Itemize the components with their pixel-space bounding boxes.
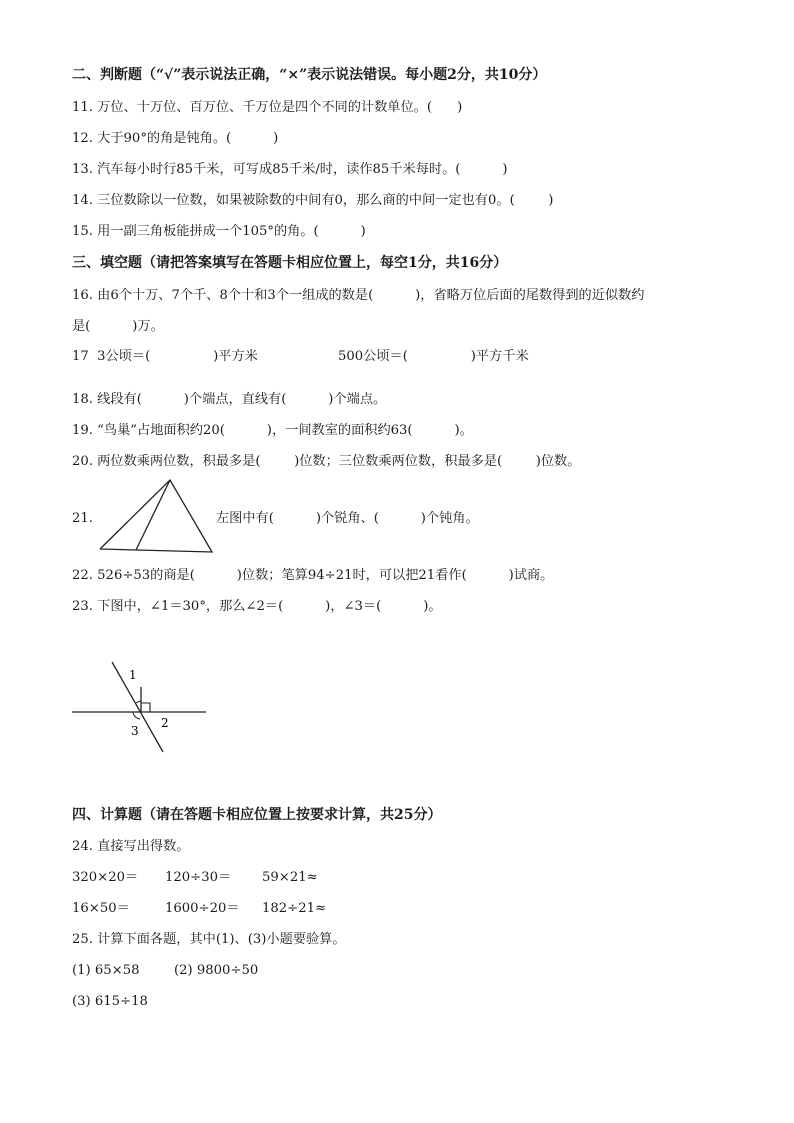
question-14: 14. 三位数除以一位数，如果被除数的中间有0，那么商的中间一定也有0。( ): [72, 193, 554, 208]
question-13: 13. 汽车每小时行85千米，可写成85千米/时，读作85千米每时。( ): [72, 162, 508, 177]
q24-item-3: 59×21≈: [262, 870, 318, 885]
question-18: 18. 线段有( )个端点，直线有( )个端点。: [72, 392, 387, 407]
q24-item-6: 182÷21≈: [262, 901, 327, 916]
angle-1-arc: [136, 701, 141, 703]
section-heading-fill-blank: 三、填空题（请把答案填写在答题卡相应位置上，每空1分，共16分）: [72, 255, 508, 271]
q25-item-3: (3) 615÷18: [72, 994, 148, 1009]
question-22: 22. 526÷53的商是( )位数；笔算94÷21时，可以把21看作( )试商。: [72, 568, 554, 583]
q24-item-1: 320×20＝: [72, 870, 139, 885]
question-16-line1: 16. 由6个十万、7个千、8个十和3个一组成的数是( )，省略万位后面的尾数得到的近似数约: [72, 288, 645, 303]
slanted-line: [112, 662, 163, 752]
question-19: 19. “鸟巢”占地面积约20( )，一间教室的面积约63( )。: [72, 423, 473, 438]
question-17-part-a: 17 3公顷＝( )平方米: [72, 349, 258, 364]
angle-label-3: 3: [131, 724, 139, 738]
question-17-part-b: 500公顷＝( )平方千米: [338, 349, 529, 364]
q24-item-4: 16×50＝: [72, 901, 130, 916]
question-15: 15. 用一副三角板能拼成一个105°的角。( ): [72, 224, 366, 239]
q24-item-5: 1600÷20＝: [165, 901, 240, 916]
question-24: 24. 直接写出得数。: [72, 839, 190, 854]
q24-item-2: 120÷30＝: [165, 870, 232, 885]
right-angle-mark: [141, 703, 150, 712]
question-12: 12. 大于90°的角是钝角。( ): [72, 131, 279, 146]
q25-item-1: (1) 65×58: [72, 963, 140, 978]
question-21-text: 左图中有( )个锐角、( )个钝角。: [216, 511, 479, 526]
angle-3-arc: [133, 712, 140, 719]
q25-item-2: (2) 9800÷50: [174, 963, 259, 978]
section-heading-judgement: 二、判断题（“√”表示说法正确，“×”表示说法错误。每小题2分，共10分）: [72, 67, 547, 83]
section-heading-calculation: 四、计算题（请在答题卡相应位置上按要求计算，共25分）: [72, 807, 442, 823]
question-23: 23. 下图中，∠1＝30°，那么∠2＝( )，∠3＝( )。: [72, 599, 442, 614]
question-21-number: 21.: [72, 511, 93, 526]
question-20: 20. 两位数乘两位数，积最多是( )位数；三位数乘两位数，积最多是( )位数。: [72, 454, 581, 469]
angle-label-1: 1: [129, 668, 137, 682]
question-25: 25. 计算下面各题，其中(1)、(3)小题要验算。: [72, 932, 346, 947]
question-16-line2: 是( )万。: [72, 319, 164, 334]
angle-label-2: 2: [161, 716, 169, 730]
question-11: 11. 万位、十万位、百万位、千万位是四个不同的计数单位。( ): [72, 100, 463, 115]
